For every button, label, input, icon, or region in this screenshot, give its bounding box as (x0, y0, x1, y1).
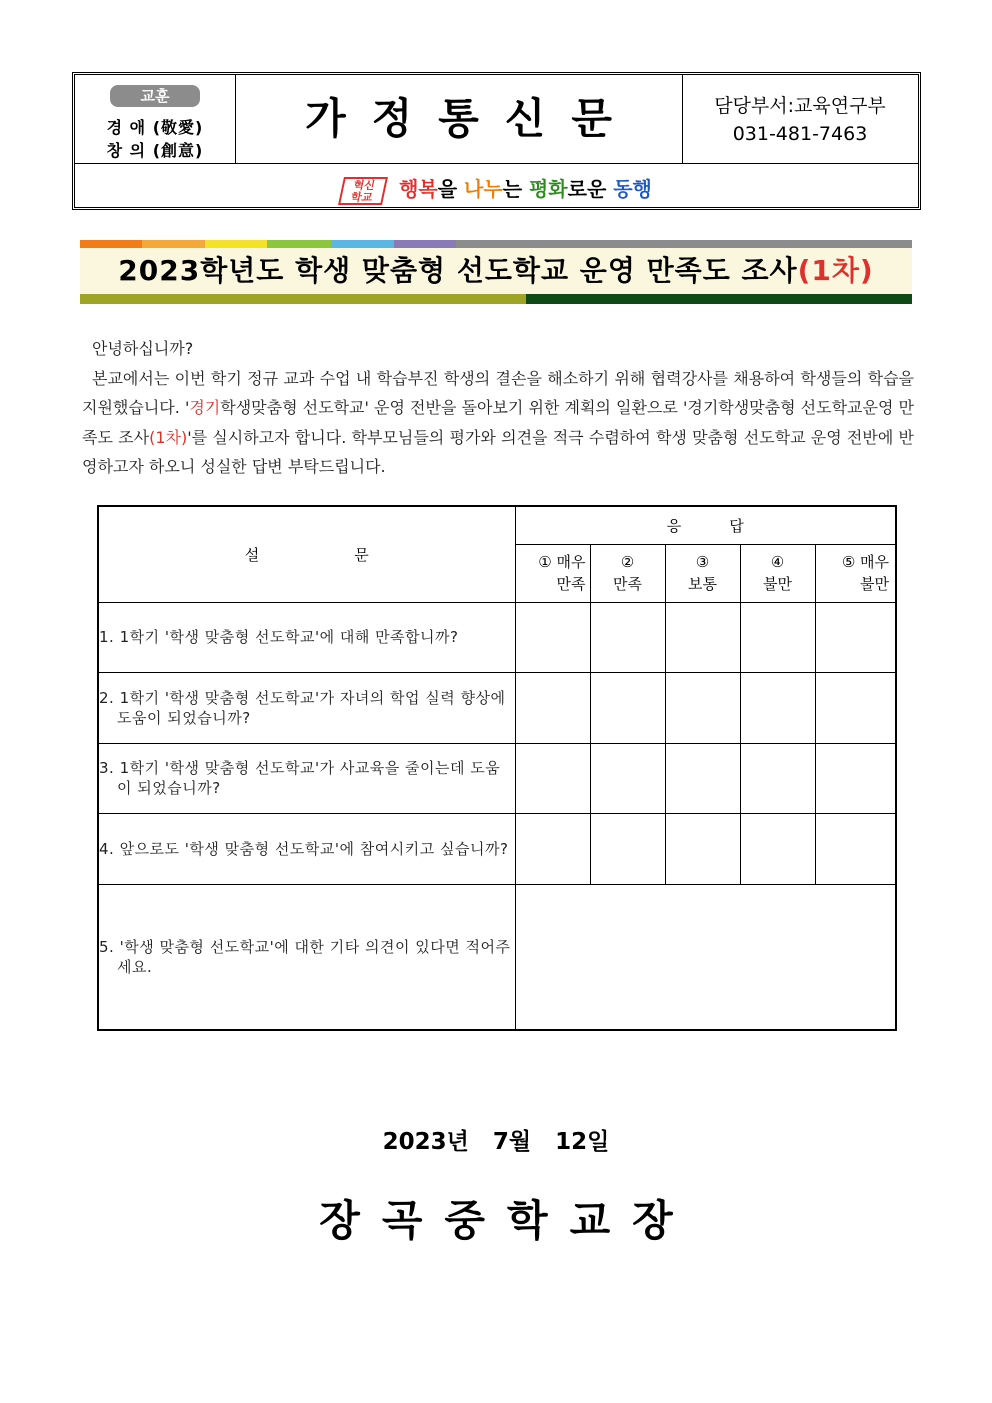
school-principal-signature: 장곡중학교장 (319, 1196, 695, 1245)
motto-line-1: 경 애 (敬愛) (106, 118, 204, 137)
table-row (98, 813, 896, 884)
stripe-segment (394, 240, 456, 248)
answer-cell-q2-opt3[interactable] (665, 672, 740, 743)
intro-paragraph: 본교에서는 이번 학기 정규 교과 수업 내 학습부진 학생의 결손을 해소하기 위해 협력강사를 채용하여 학생들의 학습을 지원했습니다. '경기학생맞춤형 선도학교' 운영 전반을 돌아보기 위한 계획의 일환으로 '경기학생맞춤형 선도학교운영 만족도 조사(1차)'를 실시하고자 합니다. 학부모님들의 평가와 의견을 적극 수렴하여 학생 맞춤형 선도학교 운영 전반에 반영하고자 하오니 성실한 답변 부탁드립니다. (82, 368, 914, 476)
question-5: 5. '학생 맞춤형 선도학교'에 대한 기타 의견이 있다면 적어주세요. (98, 884, 515, 1030)
table-row (98, 743, 896, 813)
answer-cell-q3-opt3[interactable] (665, 743, 740, 813)
question-2: 2. 1학기 '학생 맞춤형 선도학교'가 자녀의 학업 실력 향상에 도움이 되었습니까? (98, 672, 515, 743)
stripe-segment (526, 294, 912, 304)
header-slogan-row (75, 163, 918, 207)
answer-cell-q3-opt5[interactable] (815, 743, 896, 813)
option-header-very-satisfied: ① 매우 만족 (515, 544, 590, 602)
survey-table (97, 505, 897, 1031)
answer-cell-q2-opt1[interactable] (515, 672, 590, 743)
school-slogan (75, 173, 918, 205)
slogan-particle-2: 는 (502, 177, 529, 201)
stripe-segment (456, 240, 912, 248)
letter-header (72, 72, 921, 210)
table-header-row (98, 506, 896, 544)
intro-text (82, 334, 914, 482)
answer-cell-q1-opt1[interactable] (515, 602, 590, 672)
banner-top-stripe (80, 240, 912, 248)
other-opinion-field[interactable] (515, 884, 896, 1030)
issue-date: 2023년 7월 12일 (382, 1129, 610, 1155)
question-3: 3. 1학기 '학생 맞춤형 선도학교'가 사교육을 줄이는데 도움이 되었습니까? (98, 743, 515, 813)
slogan-word-2: 나누 (464, 177, 503, 201)
answer-cell-q1-opt4[interactable] (740, 602, 815, 672)
response-column-header: 응답 (515, 506, 896, 544)
stripe-segment (80, 240, 142, 248)
question-4: 4. 앞으로도 '학생 맞춤형 선도학교'에 참여시키고 싶습니까? (98, 813, 515, 884)
school-motto (75, 75, 236, 163)
table-row (98, 672, 896, 743)
answer-cell-q3-opt2[interactable] (590, 743, 665, 813)
question-1: 1. 1학기 '학생 맞춤형 선도학교'에 대해 만족합니까? (98, 602, 515, 672)
survey-title-round: (1차) (797, 254, 874, 287)
newsletter-title: 가정통신문 (235, 75, 683, 163)
survey-title-banner (80, 240, 912, 304)
slogan-particle-1: 을 (437, 177, 465, 201)
stripe-segment (80, 294, 526, 304)
slogan-word-3: 평화 (528, 177, 568, 201)
contact-info (682, 75, 918, 163)
table-row (98, 602, 896, 672)
banner-bottom-stripe (80, 294, 912, 304)
slogan-word-4: 동행 (613, 177, 652, 201)
answer-cell-q1-opt5[interactable] (815, 602, 896, 672)
answer-cell-q1-opt3[interactable] (665, 602, 740, 672)
slogan-particle-3: 로운 (567, 177, 614, 201)
phone-number: 031-481-7463 (732, 123, 868, 145)
option-header-very-dissatisfied: ⑤ 매우 불만 (815, 544, 896, 602)
answer-cell-q4-opt4[interactable] (740, 813, 815, 884)
answer-cell-q4-opt5[interactable] (815, 813, 896, 884)
stripe-segment (331, 240, 394, 248)
option-header-satisfied: ② 만족 (590, 544, 665, 602)
innovation-school-stamp-icon: 혁신 학교 (338, 177, 388, 205)
stripe-segment (142, 240, 205, 248)
table-row (98, 884, 896, 1030)
answer-cell-q1-opt2[interactable] (590, 602, 665, 672)
answer-cell-q3-opt1[interactable] (515, 743, 590, 813)
greeting: 안녕하십니까? (92, 339, 194, 358)
motto-line-2: 창 의 (創意) (106, 141, 204, 160)
answer-cell-q2-opt5[interactable] (815, 672, 896, 743)
answer-cell-q4-opt2[interactable] (590, 813, 665, 884)
answer-cell-q2-opt4[interactable] (740, 672, 815, 743)
answer-cell-q2-opt2[interactable] (590, 672, 665, 743)
option-header-dissatisfied: ④ 불만 (740, 544, 815, 602)
answer-cell-q4-opt3[interactable] (665, 813, 740, 884)
header-top-row (75, 75, 918, 164)
question-column-header: 설문 (98, 506, 515, 602)
stripe-segment (267, 240, 331, 248)
stripe-segment (205, 240, 267, 248)
survey-title: 2023학년도 학생 맞춤형 선도학교 운영 만족도 조사(1차) (118, 254, 874, 287)
slogan-word-1: 행복 (399, 177, 438, 201)
motto-badge: 교훈 (110, 85, 200, 107)
department-label: 담당부서:교육연구부 (714, 95, 886, 117)
answer-cell-q4-opt1[interactable] (515, 813, 590, 884)
answer-cell-q3-opt4[interactable] (740, 743, 815, 813)
option-header-neutral: ③ 보통 (665, 544, 740, 602)
